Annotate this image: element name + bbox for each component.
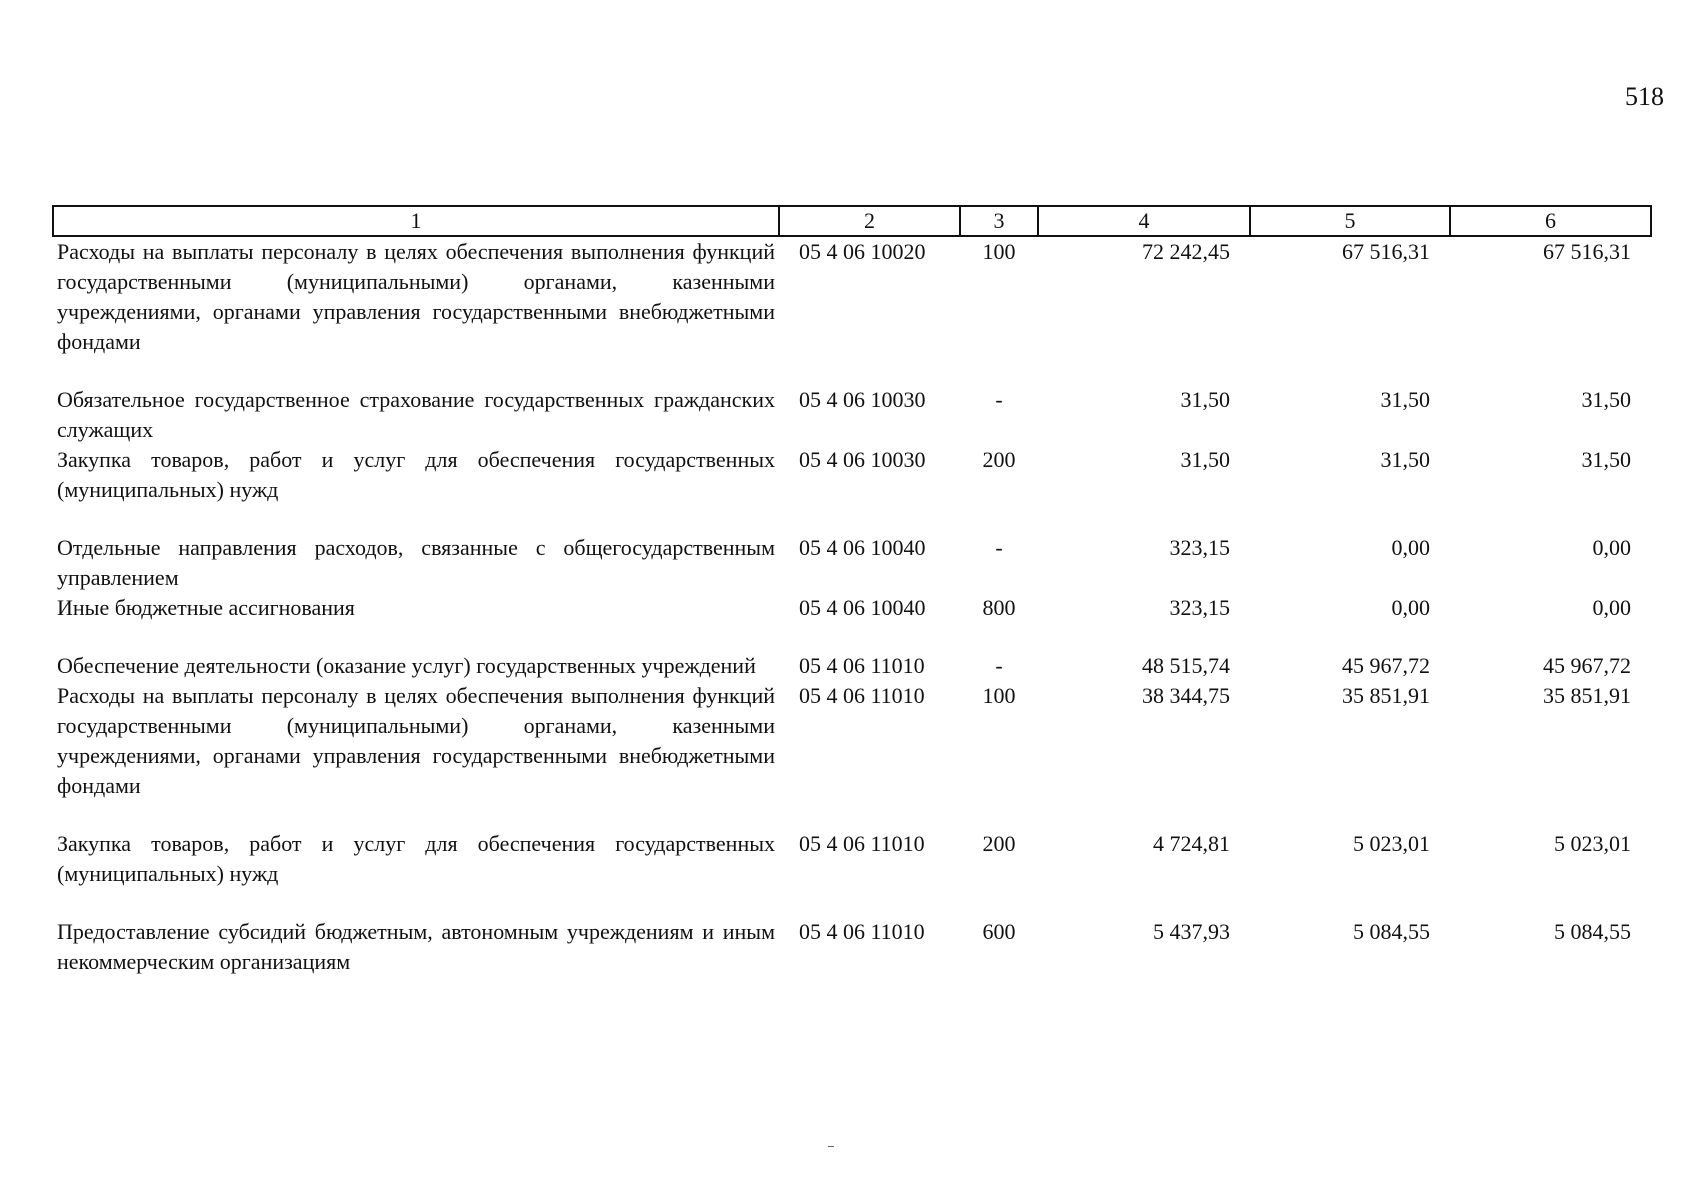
row-value-4: 48 515,74 xyxy=(1142,653,1230,678)
row-vr: 200 xyxy=(982,447,1016,472)
table-row xyxy=(53,593,1651,651)
budget-table xyxy=(52,205,1652,977)
row-vr: 600 xyxy=(982,919,1016,944)
row-value-6: 0,00 xyxy=(1592,535,1631,560)
row-value-4: 38 344,75 xyxy=(1142,683,1230,708)
row-value-4: 5 437,93 xyxy=(1153,919,1230,944)
row-value-6: 31,50 xyxy=(1581,387,1631,412)
row-vr: - xyxy=(995,653,1003,678)
header-col-3: 3 xyxy=(960,206,1038,236)
row-value-4: 323,15 xyxy=(1169,595,1230,620)
row-code: 05 4 06 11010 xyxy=(799,683,925,708)
row-value-6: 5 084,55 xyxy=(1554,919,1631,944)
row-value-4: 323,15 xyxy=(1169,535,1230,560)
row-value-5: 31,50 xyxy=(1380,387,1430,412)
row-vr: 100 xyxy=(982,239,1016,264)
row-name: Обязательное государственное страхование государственных гражданских служащих xyxy=(57,387,775,442)
row-name: Отдельные направления расходов, связанные с общегосударственным управлением xyxy=(57,535,775,590)
row-vr: - xyxy=(995,535,1003,560)
row-value-5: 5 023,01 xyxy=(1353,831,1430,856)
row-value-4: 31,50 xyxy=(1180,387,1230,412)
header-row xyxy=(53,206,1651,236)
table-row xyxy=(53,533,1651,593)
row-code: 05 4 06 10030 xyxy=(799,447,926,472)
row-value-5: 5 084,55 xyxy=(1353,919,1430,944)
table-row xyxy=(53,917,1651,977)
header-col-6: 6 xyxy=(1450,206,1651,236)
row-code: 05 4 06 10040 xyxy=(799,595,926,620)
row-value-5: 0,00 xyxy=(1391,595,1430,620)
table-row xyxy=(53,445,1651,533)
row-value-6: 35 851,91 xyxy=(1543,683,1631,708)
row-value-4: 31,50 xyxy=(1180,447,1230,472)
row-value-4: 72 242,45 xyxy=(1142,239,1230,264)
scan-mark xyxy=(828,1146,834,1147)
row-name: Обеспечение деятельности (оказание услуг) государственных учреждений xyxy=(57,653,756,678)
row-vr: 200 xyxy=(982,831,1016,856)
row-code: 05 4 06 11010 xyxy=(799,653,925,678)
row-vr: 100 xyxy=(982,683,1016,708)
row-value-6: 31,50 xyxy=(1581,447,1631,472)
row-value-5: 35 851,91 xyxy=(1342,683,1430,708)
row-value-6: 67 516,31 xyxy=(1543,239,1631,264)
row-value-5: 0,00 xyxy=(1391,535,1430,560)
row-name: Иные бюджетные ассигнования xyxy=(57,595,355,620)
header-col-1: 1 xyxy=(53,206,779,236)
row-value-5: 45 967,72 xyxy=(1342,653,1430,678)
row-name: Закупка товаров, работ и услуг для обеспечения государственных (муниципальных) нужд xyxy=(57,831,775,886)
row-code: 05 4 06 10030 xyxy=(799,387,926,412)
row-value-4: 4 724,81 xyxy=(1153,831,1230,856)
header-col-4: 4 xyxy=(1038,206,1250,236)
header-col-5: 5 xyxy=(1250,206,1450,236)
row-code: 05 4 06 11010 xyxy=(799,831,925,856)
table-row xyxy=(53,236,1651,385)
table-row xyxy=(53,681,1651,829)
row-name: Расходы на выплаты персоналу в целях обеспечения выполнения функций государственными (муниципальными) органами, казенными учреждениями, органами управления государственными внебюджетными фондами xyxy=(57,239,775,354)
row-code: 05 4 06 10020 xyxy=(799,239,926,264)
table-row xyxy=(53,651,1651,681)
row-value-5: 67 516,31 xyxy=(1342,239,1430,264)
row-name: Предоставление субсидий бюджетным, автономным учреждениям и иным некоммерческим организациям xyxy=(57,919,775,974)
row-vr: 800 xyxy=(982,595,1016,620)
row-vr: - xyxy=(995,387,1003,412)
row-value-6: 5 023,01 xyxy=(1554,831,1631,856)
table-row xyxy=(53,829,1651,917)
row-value-6: 45 967,72 xyxy=(1543,653,1631,678)
row-value-6: 0,00 xyxy=(1592,595,1631,620)
row-code: 05 4 06 11010 xyxy=(799,919,925,944)
table-row xyxy=(53,385,1651,445)
row-code: 05 4 06 10040 xyxy=(799,535,926,560)
header-col-2: 2 xyxy=(779,206,960,236)
row-name: Закупка товаров, работ и услуг для обеспечения государственных (муниципальных) нужд xyxy=(57,447,775,502)
page-number: 518 xyxy=(1625,82,1664,111)
row-value-5: 31,50 xyxy=(1380,447,1430,472)
row-name: Расходы на выплаты персоналу в целях обеспечения выполнения функций государственными (муниципальными) органами, казенными учреждениями, органами управления государственными внебюджетными фондами xyxy=(57,683,775,798)
